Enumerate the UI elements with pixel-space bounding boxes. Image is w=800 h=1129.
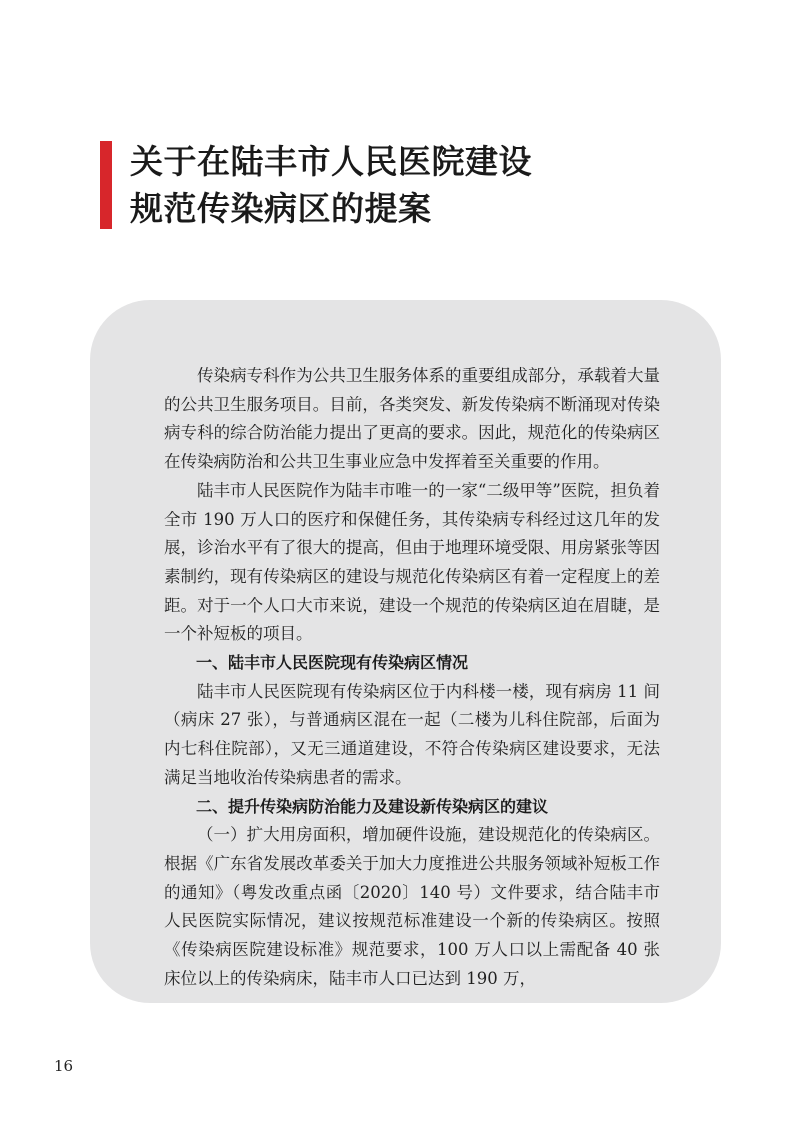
title-line-1: 关于在陆丰市人民医院建设 <box>130 142 532 181</box>
body-text <box>164 362 660 993</box>
section-heading-2: 二、提升传染病防治能力及建设新传染病区的建议 <box>196 796 549 816</box>
paragraph-2: 陆丰市人民医院作为陆丰市唯一的一家“二级甲等”医院，担负着全市 190 万人口的医疗和保健任务，其传染病专科经过这几年的发展，诊治水平有了很大的提高，但由于地理环境受限、用房紧张等因素制约，现有传染病区的建设与规范化传染病区有着一定程度上的差距。对于一个人口大市来说，建设一个规范的传染病区迫在眉睫，是一个补短板的项目。 <box>164 480 660 644</box>
title-line-2: 规范传染病区的提案 <box>130 189 432 228</box>
paragraph-4: （一）扩大用房面积，增加硬件设施，建设规范化的传染病区。根据《广东省发展改革委关于加大力度推进公共服务领域补短板工作的通知》（粤发改重点函〔2020〕140 号）文件要求，结合陆丰市人民医院实际情况，建议按规范标准建设一个新的传染病区。按照《传染病医院建设标准》规范要求，100 万人口以上需配备 40 张床位以上的传染病床，陆丰市人口已达到 190 万， <box>164 825 660 988</box>
paragraph-1: 传染病专科作为公共卫生服务体系的重要组成部分，承载着大量的公共卫生服务项目。目前，各类突发、新发传染病不断涌现对传染病专科的综合防治能力提出了更高的要求。因此，规范化的传染病区在传染病防治和公共卫生事业应急中发挥着至关重要的作用。 <box>164 366 660 472</box>
page-number: 16 <box>54 1057 74 1075</box>
paragraph-3: 陆丰市人民医院现有传染病区位于内科楼一楼，现有病房 11 间（病床 27 张），与普通病区混在一起（二楼为儿科住院部，后面为内七科住院部），又无三通道建设，不符合传染病区建设要求，无法满足当地收治传染病患者的需求。 <box>164 681 660 787</box>
title-accent-bar <box>100 141 112 229</box>
page-title <box>130 138 730 232</box>
section-heading-1: 一、陆丰市人民医院现有传染病区情况 <box>196 653 469 673</box>
